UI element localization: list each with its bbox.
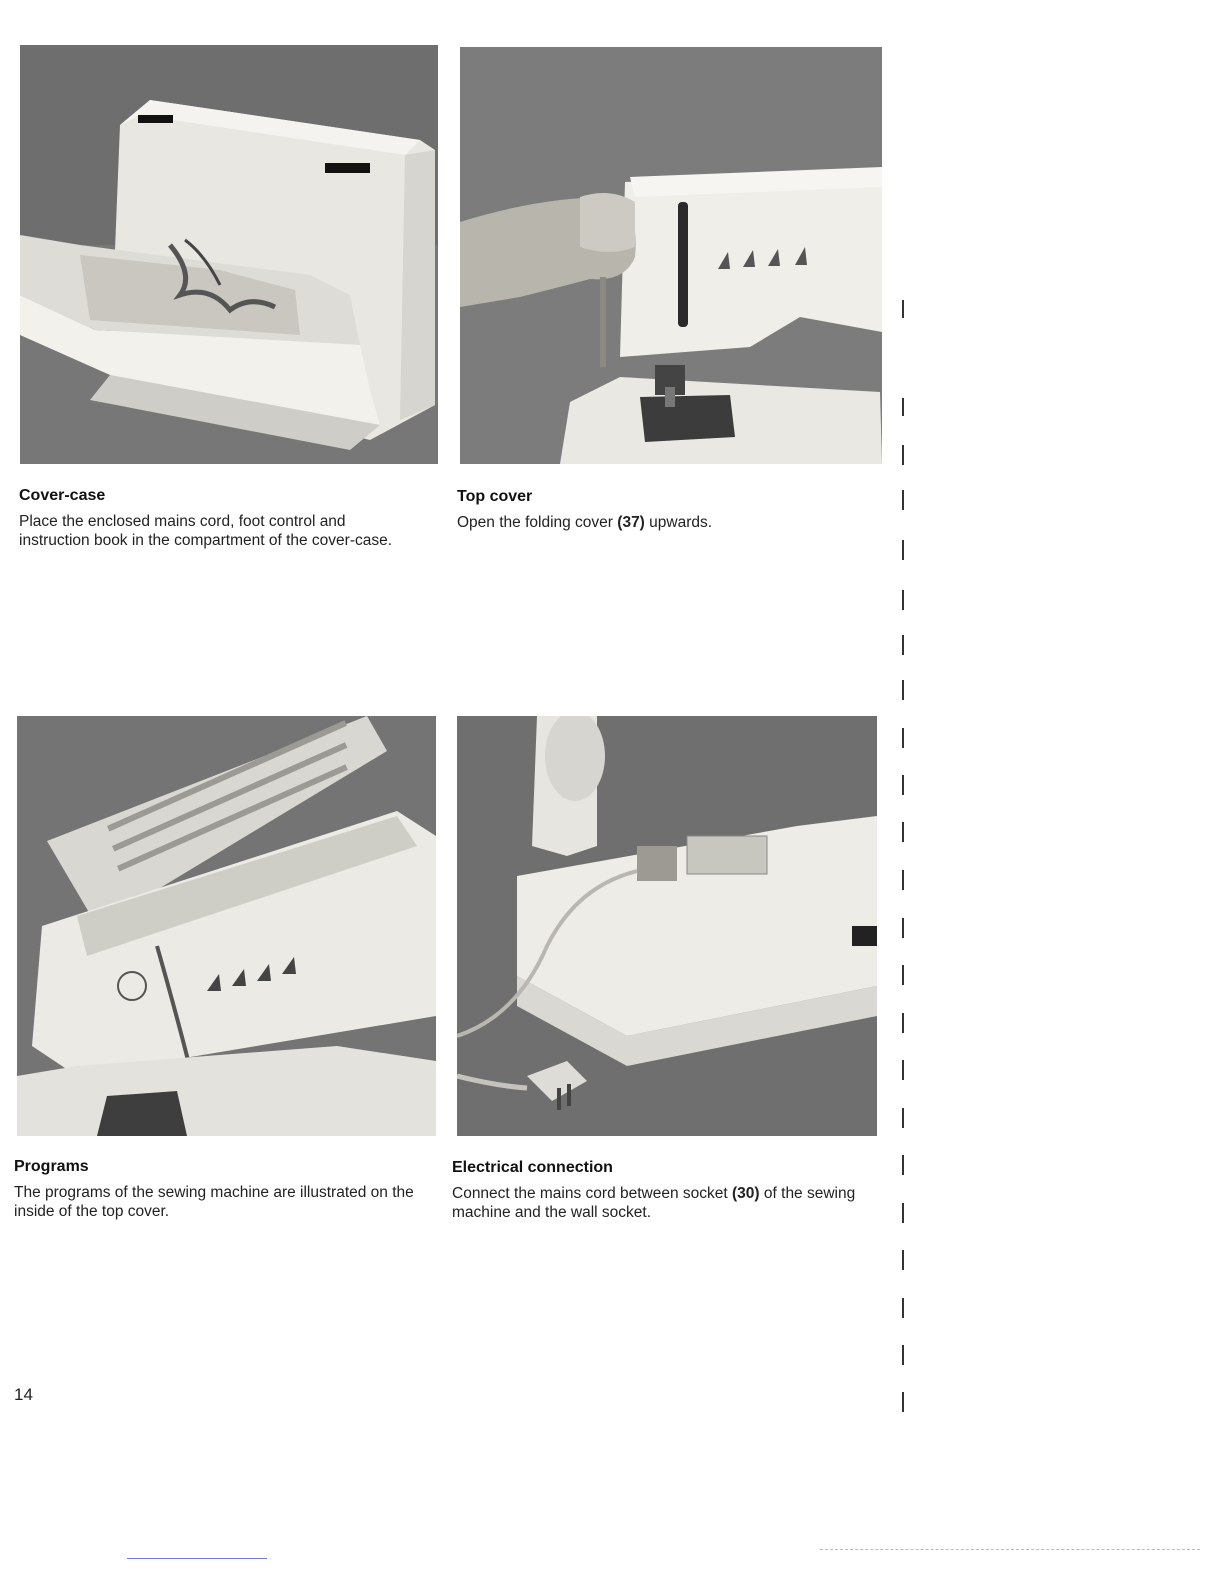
bottom-dashed-rule [820,1549,1200,1550]
margin-tick [902,728,904,748]
top-cover-title: Top cover [457,488,533,505]
cover-case-illustration [20,45,438,464]
margin-tick [902,965,904,985]
top-cover-body-text-start: Open the folding cover [457,514,618,531]
margin-tick [902,490,904,510]
margin-tick [902,775,904,795]
margin-tick [902,1060,904,1080]
margin-tick [902,870,904,890]
electrical-body-text-end: of the sewing machine and the wall socket. [452,1185,856,1221]
electrical-connection-illustration [457,716,877,1136]
top-cover-body [457,513,857,532]
margin-tick [902,1155,904,1175]
margin-tick [902,540,904,560]
page-number: 14 [14,1385,33,1404]
top-cover-photo [460,47,882,464]
margin-tick [902,1250,904,1270]
margin-tick [902,1108,904,1128]
top-cover-reference-number: (37) [617,514,645,531]
programs-photo [17,716,436,1136]
margin-tick [902,445,904,465]
margin-tick [902,918,904,938]
programs-illustration [17,716,436,1136]
margin-tick [902,680,904,700]
electrical-reference-number: (30) [732,1185,760,1202]
margin-tick [902,1298,904,1318]
electrical-body-text-start: Connect the mains cord between socket [452,1185,733,1202]
electrical-connection-title: Electrical connection [452,1159,613,1176]
margin-tick [902,1392,904,1412]
margin-tick [902,590,904,610]
electrical-connection-photo [457,716,877,1136]
top-cover-body-text-end: upwards. [644,514,713,531]
cover-case-photo [20,45,438,464]
programs-title: Programs [14,1158,89,1175]
margin-tick [902,1203,904,1223]
top-cover-illustration [460,47,882,464]
cover-case-title: Cover-case [19,487,106,504]
margin-tick [902,635,904,655]
bottom-rule [127,1558,267,1559]
margin-tick [902,300,904,318]
margin-tick [902,398,904,416]
electrical-connection-body [452,1184,872,1222]
margin-tick [902,822,904,842]
programs-body: The programs of the sewing machine are illustrated on the inside of the top cover. [14,1184,414,1220]
cover-case-body: Place the enclosed mains cord, foot control and instruction book in the compartment of the cover-case. [19,513,393,549]
margin-tick [902,1345,904,1365]
margin-tick [902,1013,904,1033]
